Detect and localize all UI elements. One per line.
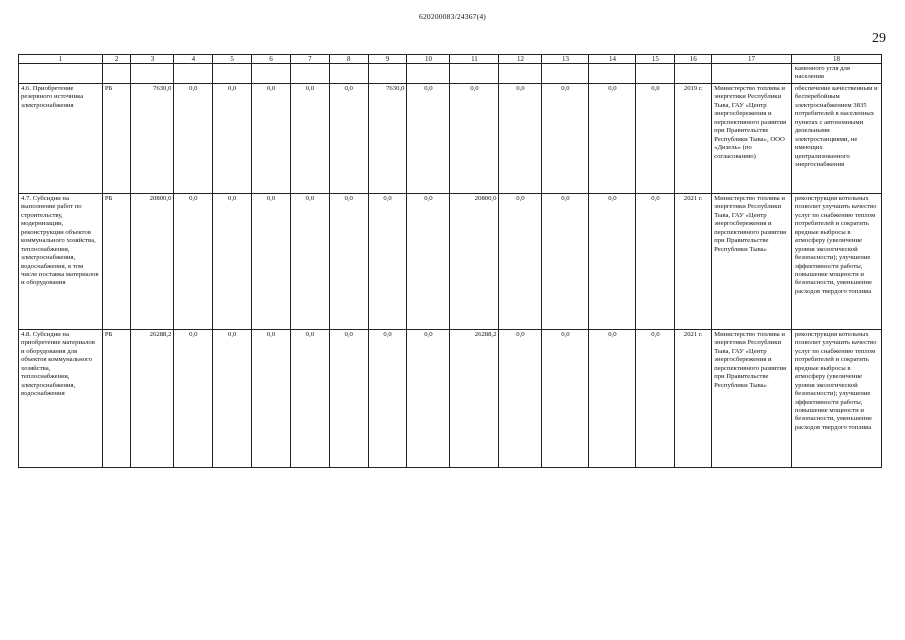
carryover-row [19, 64, 882, 84]
value-cell: 0,0 [252, 84, 291, 194]
value-cell: 0,0 [542, 84, 589, 194]
program-table [18, 54, 882, 468]
column-header: 16 [675, 55, 712, 64]
value-cell: 0,0 [174, 84, 213, 194]
value-cell: 0,0 [407, 330, 450, 468]
funding-source: РБ [102, 84, 131, 194]
column-header: 18 [791, 55, 881, 64]
column-header: 2 [102, 55, 131, 64]
column-header: 13 [542, 55, 589, 64]
table-row [19, 84, 882, 194]
column-header: 7 [290, 55, 329, 64]
total-value: 7630,0 [131, 84, 174, 194]
page-number: 29 [872, 31, 886, 46]
value-cell: 0,0 [368, 194, 407, 330]
value-cell: 0,0 [542, 194, 589, 330]
executor-cell: Министерство топлива и энергетики Республики Тыва, ГАУ «Центр энергосбережения и перспективного развития при Правительстве Республики Тыва», ООО «Дизель» (по согласованию) [712, 84, 792, 194]
column-header: 14 [589, 55, 636, 64]
executor-cell: Министерство топлива и энергетики Республики Тыва, ГАУ «Центр энергосбережения и перспективного развития при Правительстве Республики Тыва» [712, 330, 792, 468]
table-row [19, 330, 882, 468]
funding-source: РБ [102, 194, 131, 330]
column-header: 10 [407, 55, 450, 64]
value-cell: 0,0 [329, 84, 368, 194]
value-cell: 0,0 [174, 194, 213, 330]
value-cell: 7630,0 [368, 84, 407, 194]
value-cell: 0,0 [589, 330, 636, 468]
value-cell: 0,0 [290, 194, 329, 330]
value-cell: 0,0 [499, 330, 542, 468]
year-cell: 2021 г. [675, 330, 712, 468]
column-header: 1 [19, 55, 103, 64]
total-value: 20800,0 [131, 194, 174, 330]
result-cell: реконструкция котельных позволит улучшить качество услуг по снабжению теплом потребителей и сократить вредные выбросы в атмосферу (увеличение уровня экологической безопасности); улучшение эффективности работы, повышение мощности и безопасности, уменьшение расходов твердого топлива [791, 194, 881, 330]
value-cell: 0,0 [368, 330, 407, 468]
value-cell: 0,0 [636, 194, 675, 330]
item-name: 4.8. Субсидии на приобретение материалов и оборудования для объектов коммунального хозяйства, теплоснабжения, электроснабжения, водоснабжения [19, 330, 103, 468]
column-header: 9 [368, 55, 407, 64]
value-cell: 0,0 [213, 194, 252, 330]
column-header: 12 [499, 55, 542, 64]
executor-cell: Министерство топлива и энергетики Республики Тыва, ГАУ «Центр энергосбережения и перспективного развития при Правительстве Республики Тыва» [712, 194, 792, 330]
value-cell: 0,0 [252, 330, 291, 468]
value-cell: 0,0 [407, 194, 450, 330]
column-header: 17 [712, 55, 792, 64]
value-cell: 0,0 [499, 84, 542, 194]
value-cell: 0,0 [329, 194, 368, 330]
column-header: 15 [636, 55, 675, 64]
carryover-text: каменного угля для населения [791, 64, 881, 84]
result-cell: обеспечение качественным и бесперебойным электроснабжением 3835 потребителей в населенных пунктах с автономными дизельными электростанциями, не имеющих централизованного энергоснабжения [791, 84, 881, 194]
value-cell: 0,0 [174, 330, 213, 468]
value-cell: 0,0 [636, 84, 675, 194]
value-cell: 0,0 [499, 194, 542, 330]
funding-source: РБ [102, 330, 131, 468]
value-cell: 0,0 [213, 84, 252, 194]
table-row [19, 194, 882, 330]
year-cell: 2019 г. [675, 84, 712, 194]
value-cell: 0,0 [213, 330, 252, 468]
column-header: 5 [213, 55, 252, 64]
value-cell: 0,0 [290, 84, 329, 194]
column-header: 6 [252, 55, 291, 64]
column-number-header [19, 55, 882, 64]
value-cell: 0,0 [407, 84, 450, 194]
value-cell: 0,0 [450, 84, 499, 194]
value-cell: 0,0 [589, 84, 636, 194]
value-cell: 0,0 [252, 194, 291, 330]
year-cell: 2021 г. [675, 194, 712, 330]
result-cell: реконструкция котельных позволит улучшить качество услуг по снабжению теплом потребителей и сократить вредные выбросы в атмосферу (увеличение уровня экологической безопасности); улучшение эффективности работы, повышение мощности и безопасности, уменьшение расходов твердого топлива [791, 330, 881, 468]
value-cell: 26288,2 [450, 330, 499, 468]
value-cell: 0,0 [290, 330, 329, 468]
value-cell: 0,0 [542, 330, 589, 468]
value-cell: 0,0 [636, 330, 675, 468]
total-value: 26288,2 [131, 330, 174, 468]
column-header: 3 [131, 55, 174, 64]
document-id: 620200083/24367(4) [419, 12, 486, 21]
value-cell: 0,0 [329, 330, 368, 468]
item-name: 4.7. Субсидии на выполнение работ по строительству, модернизации, реконструкции объектов коммунального хозяйства, теплоснабжения, электроснабжения, водоснабжения, в том числе поставка материалов и оборудования [19, 194, 103, 330]
column-header: 11 [450, 55, 499, 64]
item-name: 4.6. Приобретение резервного источника электроснабжения [19, 84, 103, 194]
value-cell: 20800,0 [450, 194, 499, 330]
value-cell: 0,0 [589, 194, 636, 330]
column-header: 4 [174, 55, 213, 64]
column-header: 8 [329, 55, 368, 64]
